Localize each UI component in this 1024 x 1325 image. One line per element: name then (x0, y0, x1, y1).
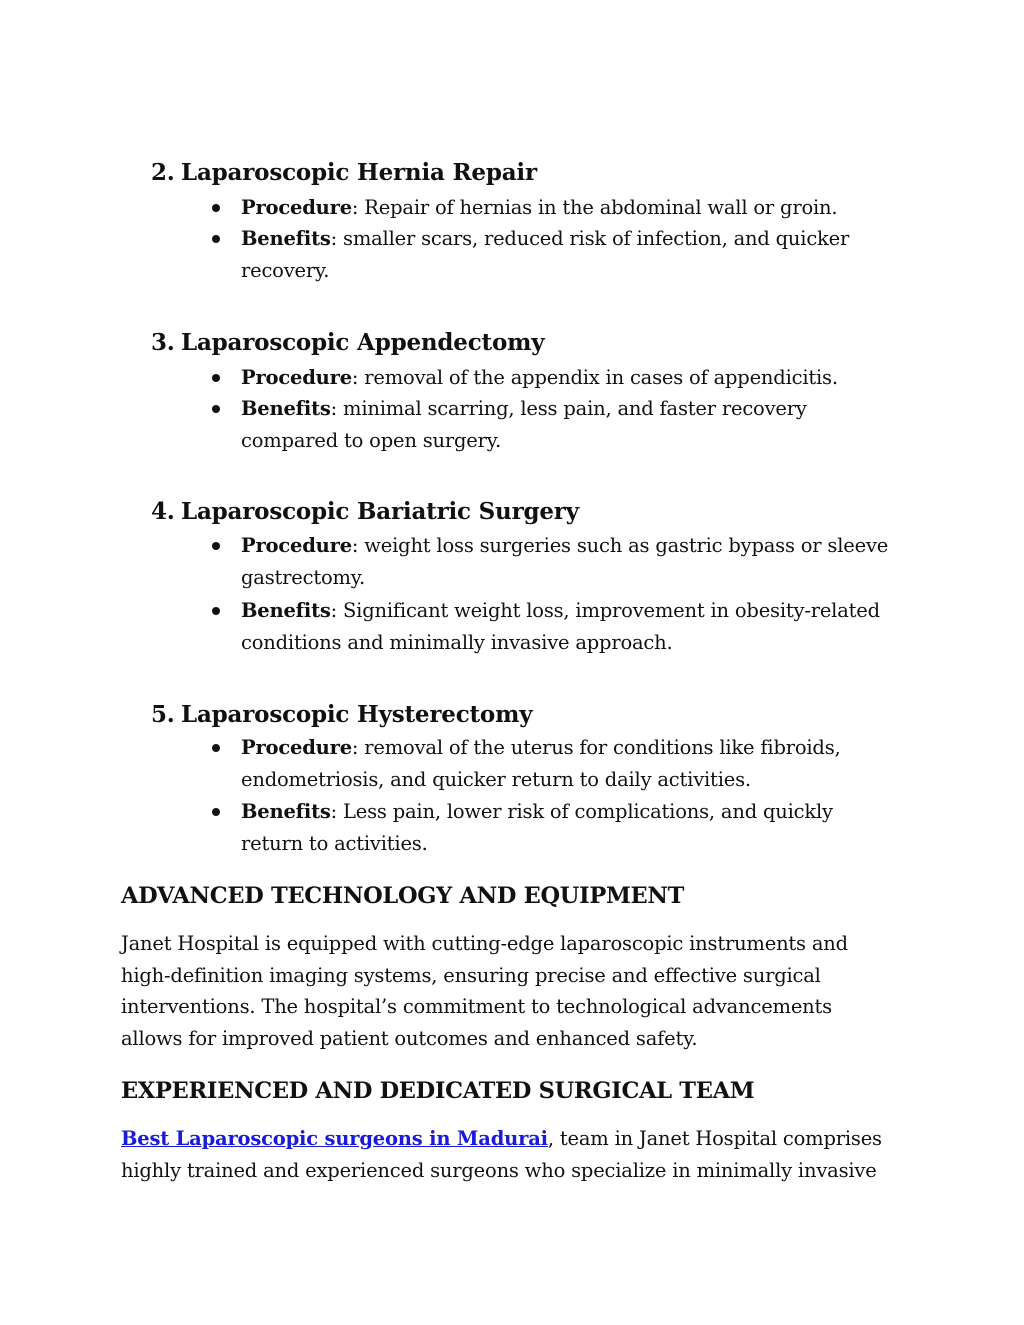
bullet-icon (212, 607, 220, 615)
procedure-number: 3. (151, 329, 175, 356)
procedure-title: Laparoscopic Appendectomy (181, 329, 545, 356)
bullet-icon (212, 405, 220, 413)
procedure-heading-hysterectomy (151, 700, 532, 730)
section-heading-technology: ADVANCED TECHNOLOGY AND EQUIPMENT (121, 883, 685, 909)
team-paragraph (121, 1123, 906, 1186)
bullet-icon (212, 204, 220, 212)
item-label: Procedure (241, 366, 352, 389)
item-text: : Repair of hernias in the abdominal wall or groin. (351, 196, 838, 219)
item-text: : Significant weight loss, improvement in obesity-related conditions and minimally invasive approach. (241, 599, 880, 654)
item-text: : minimal scarring, less pain, and faster recovery compared to open surgery. (241, 397, 807, 452)
bullet-icon (212, 235, 220, 243)
technology-paragraph: Janet Hospital is equipped with cutting-edge laparoscopic instruments and high-definition imaging systems, ensuring precise and effective surgical interventions. The hospital’s commitment to technological advancements allows for improved patient outcomes and enhanced safety. (121, 932, 848, 1050)
item-text: : removal of the uterus for conditions like fibroids, endometriosis, and quicker return to daily activities. (241, 736, 841, 791)
section-heading-team: EXPERIENCED AND DEDICATED SURGICAL TEAM (121, 1078, 755, 1104)
item-label: Procedure (241, 196, 352, 219)
item-text: : smaller scars, reduced risk of infection, and quicker recovery. (241, 227, 850, 282)
procedure-title: Laparoscopic Bariatric Surgery (181, 498, 579, 525)
item-text: : weight loss surgeries such as gastric bypass or sleeve gastrectomy. (241, 534, 889, 589)
team-paragraph-text: , team in Janet Hospital comprises highly trained and experienced surgeons who specialize in minimally invasive (121, 1127, 882, 1182)
procedure-number: 5. (151, 701, 175, 728)
procedure-title: Laparoscopic Hernia Repair (181, 159, 537, 186)
item-label: Benefits (241, 227, 331, 250)
procedure-heading-hernia (151, 158, 537, 188)
bullet-icon (212, 808, 220, 816)
item-label: Benefits (241, 599, 331, 622)
item-label: Benefits (241, 397, 331, 420)
bullet-icon (212, 374, 220, 382)
procedure-number: 2. (151, 159, 175, 186)
surgeons-link[interactable]: Best Laparoscopic surgeons in Madurai (121, 1127, 548, 1150)
item-label: Benefits (241, 800, 331, 823)
item-text: : removal of the appendix in cases of appendicitis. (351, 366, 838, 389)
item-label: Procedure (241, 534, 352, 557)
procedure-heading-appendectomy (151, 328, 544, 358)
item-text: : Less pain, lower risk of complications, and quickly return to activities. (241, 800, 833, 855)
procedure-title: Laparoscopic Hysterectomy (181, 701, 533, 728)
item-label: Procedure (241, 736, 352, 759)
procedure-heading-bariatric (151, 497, 579, 527)
bullet-icon (212, 744, 220, 752)
bullet-icon (212, 542, 220, 550)
procedure-number: 4. (151, 498, 175, 525)
